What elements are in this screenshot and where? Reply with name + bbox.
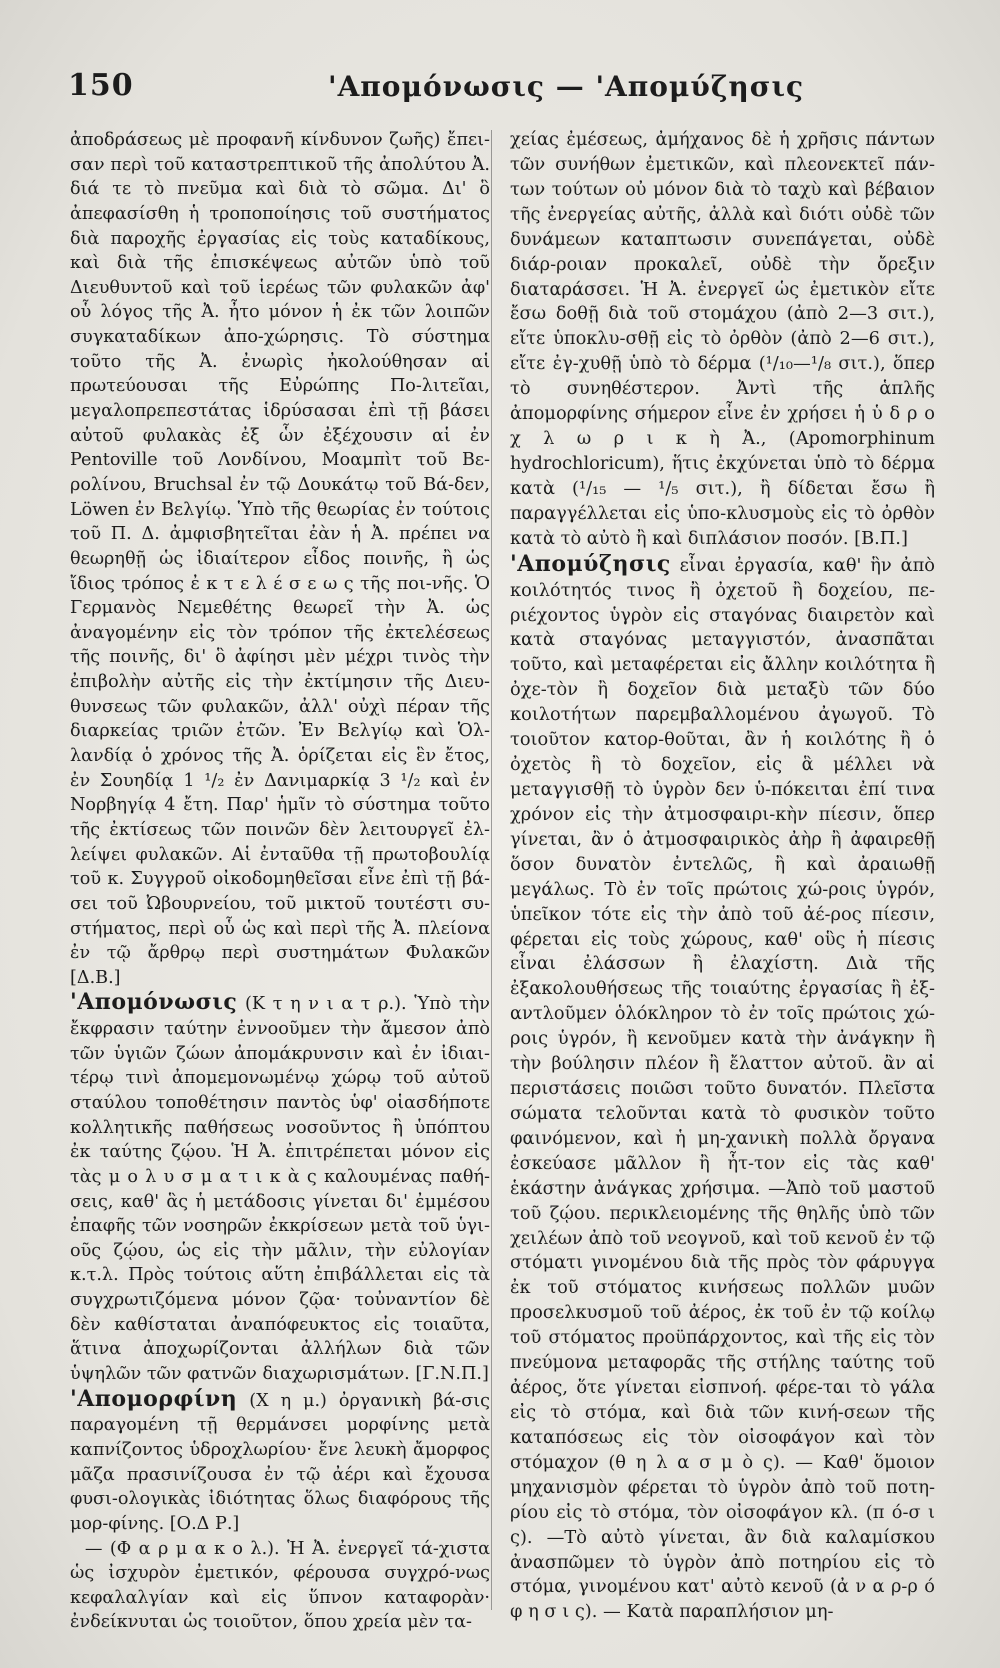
entry-body: Ἡ Ἀ. ἐνεργεῖ τά-χιστα ὡς ἰσχυρὸν ἐμετικόν, φέρουσα συγχρό-νως κεφαλαλγίαν καὶ εἰς ὕπνον καταφορὰν· ἐνδείκνυται ὡς τοιοῦτον, ὅπου χρεία μὲν τα- [70, 1538, 491, 1633]
left-column [70, 128, 490, 1635]
entry-apomorphine-chem [70, 1387, 490, 1537]
entry-body: (Χ η μ.) ὀργανικὴ βά-σις παραγομένη τῇ θερμάνσει μορφίνης μετὰ καπνίζοντος ὑδροχλωρίου· ἔνε λευκὴ ἄμορφος μᾶζα πρασινίζουσα ἐν τῷ ἀέρι καὶ ἔχουσα φυσι-ολογικὰς ἰδιότητας ὅλως διαφόρους τῆς μορ-φίνης. [Ο.Δ Ρ.] [70, 1390, 490, 1534]
entry-body: (Κ τ η ν ι α τ ρ.). Ὑπὸ τὴν ἔκφρασιν ταύτην ἐννοοῦμεν τὴν ἄμεσον ἀπὸ τῶν ὑγιῶν ζώων ἀπομάκρυνσιν καὶ ἐν ἰδιαι-τέρῳ τινὶ ἀπομεμονωμένῳ χώρῳ τοῦ αὐτοῦ σταύλου τοποθέτησιν παντὸς ὑφ' οἱασδήποτε κολλητικῆς παθήσεως νοσοῦντος ἢ ὑπόπτου ἐκ ταύτης ζῴου. Ἡ Ἀ. ἐπιτρέπεται μόνον εἰς τὰς μ ο λ υ σ μ α τ ι κ ὰ ς καλουμένας παθή-σεις, καθ' ἃς ἡ μετάδοσις γίνεται δι' ἐμμέσου ἐπαφῆς τῶν νοσηρῶν ἐκκρίσεων μετὰ τοῦ ὑγι-οῦς ζῴου, ὡς εἰς τὴν μᾶλιν, τὴν εὐλογίαν κ.τ.λ. Πρὸς τούτοις αὕτη ἐπιβάλλεται εἰς τὰ συγχρωτιζόμενα μόνον ζῷα· τοὐναντίον δὲ δὲν καθίσταται ἀναπόφευκτος εἰς τοιαῦτα, ἅτινα ἀποχωρίζονται ἀλλήλων διὰ τῶν ὑψηλῶν τῶν φατνῶν διαχωρισμάτων. [Γ.Ν.Π.] [70, 994, 490, 1385]
entry-title: 'Απομύζησις [510, 550, 671, 577]
entry-apomorphine-pharm [70, 1537, 490, 1636]
subentry-lead: — (Φ α ρ μ α κ ο λ.). [84, 1538, 280, 1559]
entry-apomorphine-continuation: χείας ἐμέσεως, ἀμήχανος δὲ ἡ χρῆσις πάντων τῶν συνήθων ἐμετικῶν, καὶ πλεονεκτεῖ πάν-των τούτων οὐ μόνον διὰ τὸ ταχὺ καὶ βέβαιον τῆς ἐνεργείας αὐτῆς, ἀλλὰ καὶ διότι οὐδὲ τῶν δυνάμεων καταπτωσιν συνεπάγεται, οὐδὲ διάρ-ροιαν προκαλεῖ, οὐδὲ τὴν ὄρεξιν διαταράσσει. Ἡ Ἀ. ἐνεργεῖ ὡς ἐμετικὸν εἴτε ἔσω δοθῇ διὰ τοῦ στομάχου (ἀπὸ 2—3 σιτ.), εἴτε ὑποκλυ-σθῇ εἰς τὸ ὀρθὸν (ἀπὸ 2—6 σιτ.), εἴτε ἐγ-χυθῇ ὑπὸ τὸ δέρμα (¹/₁₀—¹/₈ σιτ.), ὅπερ τὸ συνηθέστερον. Ἀντὶ τῆς ἁπλῆς ἀπομορφίνης σήμερον εἶνε ἐν χρήσει ἡ ὑ δ ρ ο χ λ ω ρ ι κ ὴ Ἀ., (Apomorphinum hydrochloricum), ἥτις ἐκχύνεται ὑπὸ τὸ δέρμα κατὰ (¹/₁₅ — ¹/₅ σιτ.), ἢ δίδεται ἔσω ἢ παραγγέλλεται εἰς ὑπο-κλυσμοὺς εἰς τὸ ὀρθὸν κατὰ τὸ αὐτὸ ἢ καὶ διπλάσιον ποσόν. [Β.Π.] [510, 129, 935, 549]
column-divider [491, 130, 492, 1610]
right-column [510, 128, 935, 1625]
entry-title: 'Απομορφίνη [70, 1385, 238, 1412]
entry-apomyzesis [510, 552, 935, 1626]
running-title: 'Απομόνωσις — 'Απομύζησις [328, 70, 805, 103]
page-header [68, 62, 940, 114]
page-number: 150 [68, 68, 134, 103]
entry-apomonosis-continuation: ἀποδράσεως μὲ προφανῆ κίνδυνον ζωῆς) ἔπει-σαν περὶ τοῦ καταστρεπτικοῦ τῆς ἀπολύτου Ἀ. διά τε τὸ πνεῦμα καὶ διὰ τὸ σῶμα. Δι' ὃ ἀπεφασίσθη ἡ τροποποίησις τοῦ συστήματος διὰ παροχῆς ἐργασίας εἰς τοὺς καταδίκους, καὶ διὰ τῆς ἐπισκέψεως αὐτῶν ὑπὸ τοῦ Διευθυντοῦ καὶ τοῦ ἱερέως τῶν φυλακῶν ἀφ' οὗ λόγος τῆς Ἀ. ἦτο μόνον ἡ ἐκ τῶν λοιπῶν συγκαταδίκων ἀπο-χώρησις. Τὸ σύστημα τοῦτο τῆς Ἀ. ἐνωρὶς ἠκολούθησαν αἱ πρωτεύουσαι τῆς Εὐρώπης Πο-λιτεῖαι, μεγαλοπρεπεστάτας ἱδρύσασαι ἐπὶ τῇ βάσει αὐτοῦ φυλακὰς ἐξ ὧν ἐξέχουσιν αἱ ἐν Pentoville τοῦ Λονδίνου, Μοαμπὶτ τοῦ Βε-ρολίνου, Bruchsal ἐν τῷ Δουκάτῳ τοῦ Βά-δεν, Löwen ἐν Βελγίῳ. Ὑπὸ τῆς θεωρίας ἐν τούτοις τοῦ Π. Δ. ἀμφισβητεῖται ἐὰν ἡ Ἀ. πρέπει να θεωρηθῇ ὡς ἰδιαίτερον εἶδος ποινῆς, ἢ ὡς ἴδιος τρόπος ἐ κ τ ε λ έ σ ε ω ς τῆς ποι-νῆς. Ὁ Γερμανὸς Νεμεθέτης θεωρεῖ τὴν Ἀ. ὡς ἀναγομένην εἰς τὸν τρόπον τῆς ἐκτελέσεως τῆς ποινῆς, δι' ὃ ἀφίησι μὲν μέχρι τινὸς τὴν ἐπιβολὴν αὐτῆς εἰς τὴν ἐκτίμησιν τῆς Διευ-θυνσεως τῶν φυλακῶν, ἀλλ' οὐχὶ πέραν τῆς διαρκείας τριῶν ἐτῶν. Ἐν Βελγίῳ καὶ Ὁλ-λανδίᾳ ὁ χρόνος τῆς Ἀ. ὁρίζεται εἰς ἓν ἔτος, ἐν Σουηδίᾳ 1 ¹/₂ ἐν Δανιμαρκίᾳ 3 ¹/₂ καὶ ἐν Νορβηγίᾳ 4 ἔτη. Παρ' ἡμῖν τὸ σύστημα τοῦτο τῆς ἐκτίσεως τῶν ποινῶν δὲν λειτουργεῖ ἐλ-λείψει φυλακῶν. Αἱ ἐνταῦθα τῇ πρωτοβουλίᾳ τοῦ κ. Συγγροῦ οἰκοδομηθεῖσαι εἶνε ἐπὶ τῇ βά-σει τοῦ Ὠβουρνείου, τοῦ μικτοῦ τουτέστι συ-στήματος, περὶ οὗ ὡς καὶ περὶ τῆς Ἀ. πλείονα ἐν τῷ ἄρθρῳ περὶ συστημάτων Φυλακῶν [Δ.Β.] [70, 130, 490, 988]
entry-apomonosis-vet [70, 990, 490, 1386]
entry-body: εἶναι ἐργασία, καθ' ἣν ἀπὸ κοιλότητός τινος ἢ ὀχετοῦ ἢ δοχείου, πε-ριέχοντος ὑγρὸν εἰς σταγόνας διαιρετὸν καὶ κατὰ σταγόνας μεταγγιστόν, ἀνασπᾶται τοῦτο, καὶ μεταφέρεται εἰς ἄλλην κοιλότητα ἢ ὀχε-τὸν ἢ δοχεῖον διὰ μεταξὺ τῶν δύο κοιλοτήτων παρεμβαλλομένου ἀγωγοῦ. Τὸ τοιοῦτον κατορ-θοῦται, ἂν ἡ κοιλότης ἢ ὁ ὀχετὸς ἢ τὸ δοχεῖον, εἰς ἃ μέλλει νὰ μεταγγισθῇ τὸ ὑγρὸν δεν ὑ-πόκειται ἐπί τινα χρόνον εἰς τὴν ἀτμοσφαιρι-κὴν πίεσιν, ὅπερ γίνεται, ἂν ὁ ἀτμοσφαιρικὸς ἀὴρ ἢ ἀφαιρεθῇ ὅσον δυνατὸν ἐντελῶς, ἢ καὶ ἀραιωθῇ μεγάλως. Τὸ ἐν τοῖς πρώτοις χώ-ροις ὑγρόν, ὑπεῖκον τότε εἰς τὴν ἀπὸ τοῦ ἀέ-ρος πίεσιν, φέρεται εἰς τοὺς χώρους, καθ' οὓς ἡ πίεσις εἶναι ἐλάσσων ἢ ἐλαχίστη. Διὰ τῆς ἐξακολουθήσεως τῆς τοιαύτης ἐργασίας ἢ ἐξ-αντλοῦμεν ὁλόκληρον τὸ ἐν τοῖς πρώτοις χώ-ροις ὑγρόν, ἢ κενοῦμεν κατὰ τὴν ἀνάγκην ἢ τὴν βούλησιν πλέον ἢ ἔλαττον αὐτοῦ. ἂν αἱ περιστάσεις ποιῶσι τοῦτο δυνατόν. Πλεῖστα σώματα τελοῦνται κατὰ τὸ φυσικὸν τοῦτο φαινόμενον, καὶ ἡ μη-χανικὴ πολλὰ ὄργανα ἐσκεύασε μᾶλλον ἢ ἧτ-τον εἰς τὰς καθ' ἑκάστην ἀνάγκας χρήσιμα. —Ἀπὸ τοῦ μαστοῦ τοῦ ζῴου. περικλειομένης τῆς θηλῆς ὑπὸ τῶν χειλέων ἀπὸ τοῦ νεογνοῦ, καὶ τοῦ κενοῦ ἐν τῷ στόματι γινομένου διὰ τῆς πρὸς τὸν φάρυγγα ἐκ τοῦ στόματος κινήσεως πολλῶν μυῶν προσελκυσμοῦ τοῦ ἀέρος, ἐκ τοῦ ἐν τῷ κοίλῳ τοῦ στόματος προϋπάρχοντος, καὶ τῆς εἰς τὸν πνεύμονα μεταφορᾶς τῆς στήλης ταύτης τοῦ ἀέρος, ὅτε γίνεται εἰσπνοή. φέρε-ται τὸ γάλα εἰς τὸ στόμα, καὶ διὰ τῶν κινή-σεων τῆς καταπόσεως εἰς τὸν οἰσοφάγον καὶ τὸν στόμαχον (θ η λ α σ μ ὸ ς). — Καθ' ὅμοιον μηχανισμὸν φέρεται τὸ ὑγρὸν ἀπὸ τοῦ ποτη-ρίου εἰς τὸ στόμα, τὸν οἰσοφάγον κλ. (π ό-σ ι ς). —Τὸ αὐτὸ γίνεται, ἂν διὰ καλαμίσκου ἀνασπῶμεν τὸ ὑγρὸν ἀπὸ ποτηρίου εἰς τὸ στόμα, γινομένου κατ' αὐτὸ κενοῦ (ἀ ν α ρ-ρ ό φ η σ ι ς). — Κατὰ παραπλήσιον μη- [510, 554, 935, 1623]
entry-title: 'Απομόνωσις [70, 989, 238, 1016]
